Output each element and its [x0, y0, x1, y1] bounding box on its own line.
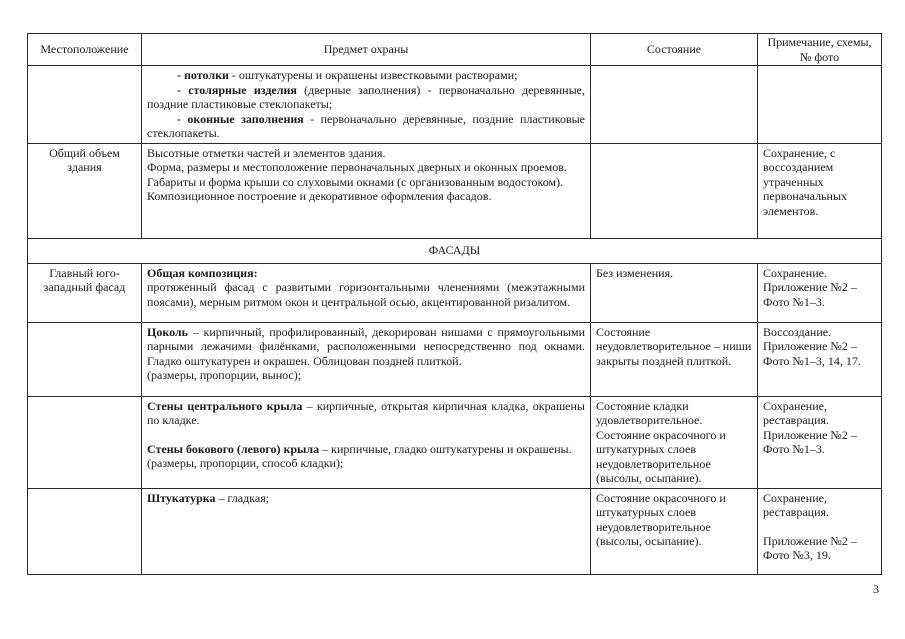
header-state: Состояние [591, 34, 758, 66]
plaster-title: Штукатурка [147, 490, 216, 505]
composition-note-1: Сохранение. [763, 265, 827, 280]
plaster-text: – гладкая; [215, 490, 270, 505]
cell-note-volume: Сохранение, с воссозданием утраченных первоначальных элементов. [758, 143, 882, 238]
plaster-note-2: Приложение №2 – Фото №3, 19. [763, 533, 857, 562]
label-ceilings: - потолки [177, 68, 229, 82]
header-note: Примечание, схемы, № фото [758, 34, 882, 66]
volume-text-3: Габариты и форма крыши со слуховыми окнами (с организованным водостоком). [147, 174, 564, 189]
cell-note-empty [758, 66, 882, 144]
table-row-plinth [28, 322, 882, 396]
table-header-row [28, 34, 882, 66]
composition-title: Общая композиция: [147, 265, 258, 280]
table-row-plaster [28, 488, 882, 574]
cell-subject-composition [142, 263, 591, 322]
table-section-row [28, 238, 882, 263]
text-windows: - первоначально деревянные, поздние пластиковые стеклопакеты. [147, 111, 585, 140]
cell-location-volume: Общий объем здания [28, 143, 142, 238]
cell-note-plinth [758, 322, 882, 396]
cell-subject-plaster [142, 488, 591, 574]
cell-state-empty [591, 66, 758, 144]
cell-location-plinth [28, 322, 142, 396]
walls-central-title: Стены центрального крыла [147, 398, 303, 413]
cell-state-walls [591, 396, 758, 488]
volume-text-1: Высотные отметки частей и элементов здания. [147, 145, 386, 160]
label-windows: - оконные заполнения [177, 111, 304, 126]
cell-note-plaster [758, 488, 882, 574]
cell-subject-continuation [142, 66, 591, 144]
plinth-extra: (размеры, пропорции, вынос); [147, 368, 302, 382]
cell-location-main-facade: Главный юго-западный фасад [28, 263, 142, 322]
walls-state-2: Состояние окрасочного и штукатурных слоев неудовлетворительное (высолы, осыпание). [596, 427, 726, 485]
text-joinery: (дверные заполнения) - первоначально деревянные, поздние пластиковые стеклопакеты; [147, 82, 585, 111]
header-subject: Предмет охраны [142, 34, 591, 66]
cell-note-walls [758, 396, 882, 488]
walls-extra: (размеры, пропорции, способ кладки); [147, 456, 344, 470]
plinth-text: – кирпичный, профилированный, декорирован нишами с прямоугольными парными лежачими филёнками, расположенными непосредственно под окнами. Гладко оштукатурен и окрашен. Облицован поздней плиткой. [147, 324, 585, 368]
walls-side-title: Стены бокового (левого) крыла [147, 441, 320, 456]
cell-location-plaster [28, 488, 142, 574]
cell-subject-plinth [142, 322, 591, 396]
cell-state-composition: Без изменения. [591, 263, 758, 322]
text-ceilings: - оштукатурены и окрашены известковыми растворами; [228, 68, 518, 82]
label-joinery: - столярные изделия [177, 82, 297, 97]
walls-state-1: Состояние кладки удовлетворительное. [596, 398, 703, 427]
walls-note-2: Приложение №2 – Фото №1–3. [763, 427, 857, 456]
cell-subject-volume [142, 143, 591, 238]
cell-note-composition [758, 263, 882, 322]
page-number: 3 [873, 582, 879, 596]
walls-central-text: – кирпичные, открытая кирпичная кладка, окрашены по кладке. [147, 398, 585, 427]
cell-location-empty [28, 66, 142, 144]
table-row-continuation [28, 66, 882, 144]
cell-state-volume [591, 143, 758, 238]
plinth-title: Цоколь [147, 324, 189, 339]
plinth-note-1: Воссоздание. [763, 324, 832, 339]
table-row-walls [28, 396, 882, 488]
volume-text-4: Композиционное построение и декоративное оформления фасадов. [147, 189, 492, 203]
table-row-composition [28, 263, 882, 322]
composition-text: протяженный фасад с развитыми горизонтальными членениями (межэтажными поясами), мерным ритмом окон и центральной осью, акцентированной ризалитом. [147, 280, 585, 309]
protection-table [27, 33, 882, 575]
walls-side-text: – кирпичные, гладко оштукатурены и окрашены. [319, 441, 572, 456]
plinth-note-2: Приложение №2 – Фото №1–3, 14, 17. [763, 339, 861, 368]
cell-location-walls [28, 396, 142, 488]
cell-state-plinth: Состояние неудовлетворительное – ниши закрыты поздней плиткой. [591, 322, 758, 396]
cell-subject-walls [142, 396, 591, 488]
table-row-volume [28, 143, 882, 238]
section-title-facades: ФАСАДЫ [28, 238, 882, 263]
volume-text-2: Форма, размеры и местоположение первоначальных дверных и оконных проемов. [147, 160, 567, 174]
walls-note-1: Сохранение, реставрация. [763, 398, 830, 427]
plaster-note-1: Сохранение, реставрация. [763, 490, 830, 519]
header-location: Местоположение [28, 34, 142, 66]
cell-state-plaster: Состояние окрасочного и штукатурных слоев неудовлетворительное (высолы, осыпание). [591, 488, 758, 574]
composition-note-2: Приложение №2 – Фото №1–3. [763, 280, 857, 309]
